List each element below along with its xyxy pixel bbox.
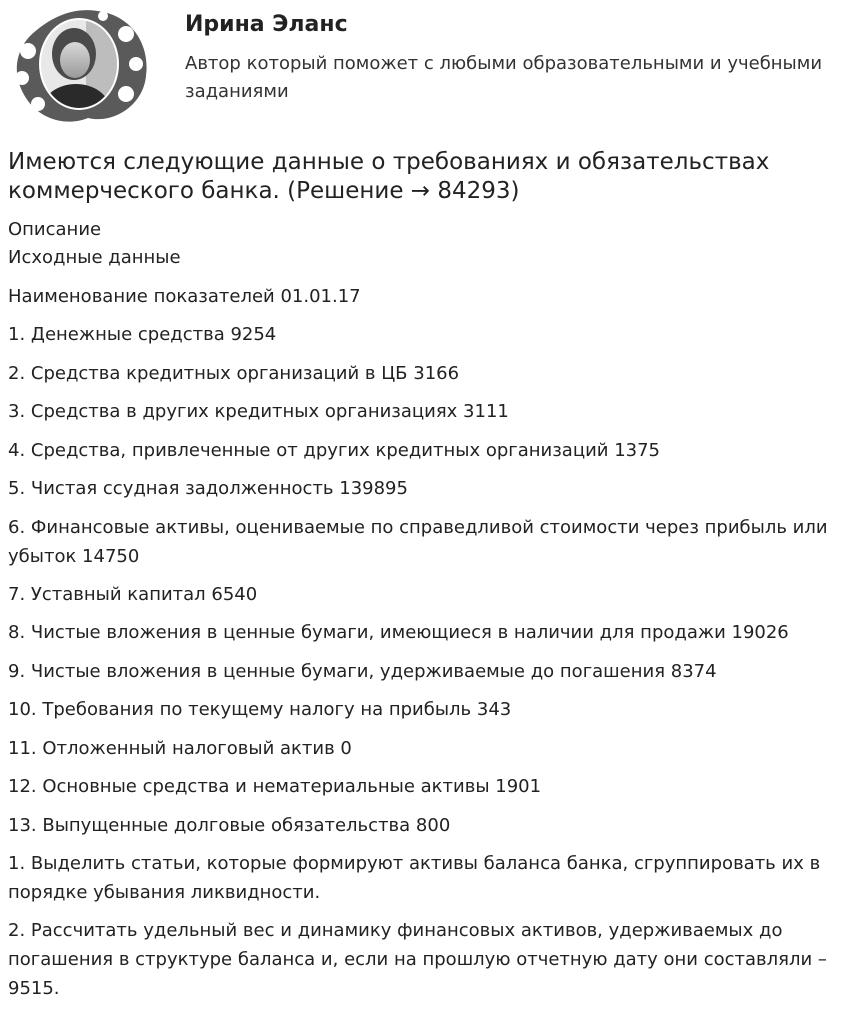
list-item: 12. Основные средства и нематериальные активы 1901 — [8, 776, 542, 797]
list-item: 3. Средства в других кредитных организациях 3111 — [8, 401, 509, 422]
avatar[interactable] — [8, 6, 150, 126]
list-item: 1. Денежные средства 9254 — [8, 324, 277, 345]
task-item: 2. Рассчитать удельный вес и динамику финансовых активов, удерживаемых до погашения в структуре баланса и, если на прошлую отчетную дату они составляли – 9515. — [8, 920, 827, 999]
list-item: 8. Чистые вложения в ценные бумаги, имеющиеся в наличии для продажи 19026 — [8, 622, 789, 643]
subsection-label: Исходные данные — [8, 247, 181, 268]
author-photo-icon — [8, 6, 150, 126]
author-name[interactable]: Ирина Эланс — [185, 12, 348, 37]
section-label: Описание — [8, 219, 102, 240]
list-item: 4. Средства, привлеченные от других кредитных организаций 1375 — [8, 440, 661, 461]
author-description: Автор который поможет с любыми образовательными и учебными заданиями — [185, 53, 823, 102]
author-header — [0, 0, 847, 135]
list-item: 7. Уставный капитал 6540 — [8, 584, 258, 605]
list-item: 9. Чистые вложения в ценные бумаги, удерживаемые до погашения 8374 — [8, 661, 717, 682]
page-title: Имеются следующие данные о требованиях и обязательствах коммерческого банка. (Решение → 84293) — [8, 149, 770, 204]
list-item: 2. Средства кредитных организаций в ЦБ 3166 — [8, 363, 460, 384]
list-item: 6. Финансовые активы, оцениваемые по справедливой стоимости через прибыль или убыток 14750 — [8, 517, 828, 567]
list-item: 5. Чистая ссудная задолженность 139895 — [8, 478, 408, 499]
table-header: Наименование показателей 01.01.17 — [8, 286, 361, 307]
list-item: 11. Отложенный налоговый актив 0 — [8, 738, 352, 759]
list-item: 10. Требования по текущему налогу на прибыль 343 — [8, 699, 512, 720]
list-item: 13. Выпущенные долговые обязательства 800 — [8, 815, 451, 836]
task-item: 1. Выделить статьи, которые формируют активы баланса банка, сгруппировать их в порядке убывания ликвидности. — [8, 853, 821, 903]
